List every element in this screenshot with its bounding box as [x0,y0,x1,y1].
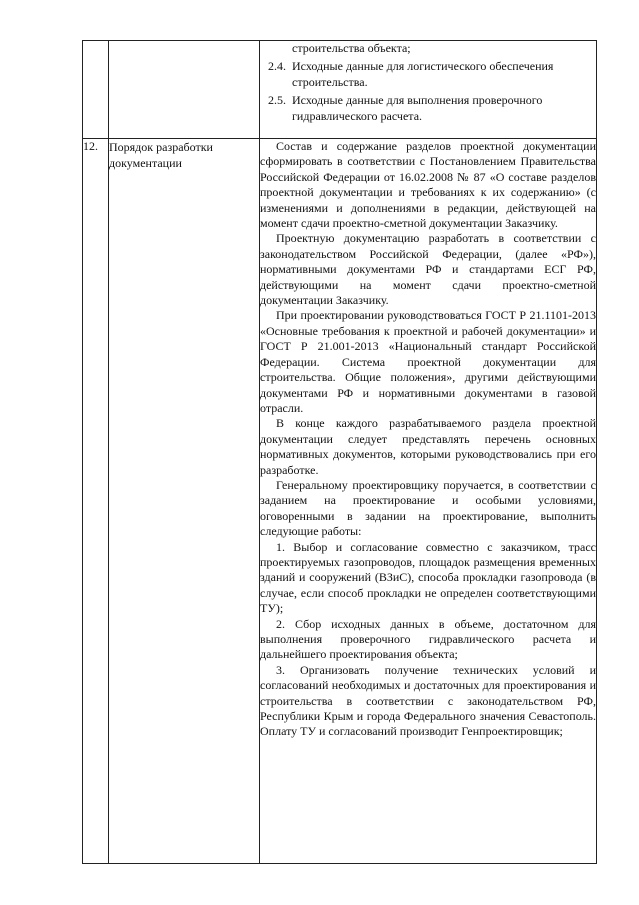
paragraph: В конце каждого разрабатываемого раздела проектной документации следует представлять перечень основных нормативных документов, которыми руководствовались при его разработке. [260,416,596,477]
paragraph: Проектную документацию разработать в соответствии с законодательством Российской Федерации, (далее «РФ»), нормативными документами РФ и стандартами ЕСГ РФ, действующими на момент сдачи проектно-сметной документации Заказчику. [260,231,596,308]
row-content-cell [260,139,597,864]
paragraph: Генеральному проектировщику поручается, в соответствии с заданием на проектирование и особыми условиями, оговоренными в задании на проектирование, выполнить следующие работы: [260,477,596,539]
row-content-cell [260,41,597,139]
numbered-item: 3. Организовать получение технических условий и согласований необходимых и достаточных для проектирования и строительства в соответствии с законодательством РФ, Республики Крым и города Федерального значения Севастополь. Оплату ТУ и согласований производит Генпроектировщик; [260,662,596,739]
list-item-continuation: гидравлического расчета. [292,108,423,123]
row-title-cell [109,41,260,139]
paragraph: Состав и содержание разделов проектной документации сформировать в соответствии с Постановлением Правительства Российской Федерации от 16.02.2008 № 87 «О составе разделов проектной документации и требованиях к их содержанию» (с изменениями и дополнениями в редакции, действующей на момент сдачи проектно-сметной документации Заказчику. [260,139,596,231]
list-item: 2.4. Исходные данные для логистического обеспечения [268,59,554,74]
paragraph: При проектировании руководствоваться ГОСТ Р 21.1101-2013 «Основные требования к проектной и рабочей документации» и ГОСТ Р 21.001-2013 «Национальный стандарт Российской Федерации. Система проектной документации для строительства. Общие положения», другими действующими документами РФ и нормативными документами в газовой отрасли. [260,308,596,415]
table-row [83,139,597,864]
list-item: 2.5. Исходные данные для выполнения проверочного [268,93,543,108]
numbered-item: 2. Сбор исходных данных в объеме, достаточном для выполнения проверочного гидравлического расчета и дальнейшего проектирования объекта; [260,616,596,662]
row-number-cell [83,41,109,139]
list-item: строительства объекта; [292,41,411,55]
table-row [83,41,597,139]
numbered-item: 1. Выбор и согласование совместно с заказчиком, трасс проектируемых газопроводов, площадок размещения временных зданий и сооружений (ВЗиС), способа прокладки газопровода (в случае, если способ прокладки не определен соответствующими ТУ); [260,539,596,616]
requirements-table [82,40,597,864]
row-number-cell: 12. [83,139,109,864]
list-item-continuation: строительства. [292,74,368,89]
row-title-cell: Порядок разработки документации [109,139,260,864]
